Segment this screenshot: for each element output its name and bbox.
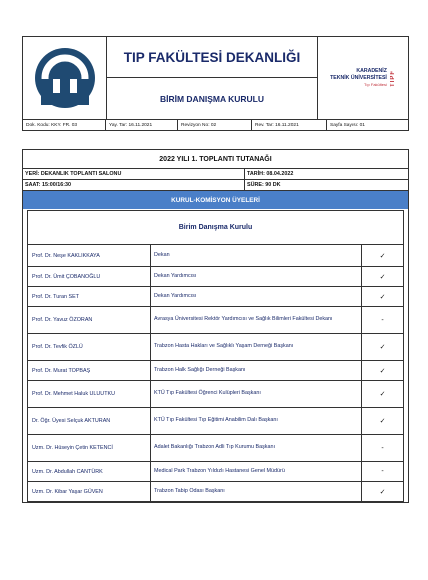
member-name: Prof. Dr. Neşe KAKLIKKAYA xyxy=(28,245,151,266)
member-row xyxy=(28,307,403,334)
university-faculty: Tıp Fakültesi xyxy=(363,82,387,88)
attendance-mark: - xyxy=(381,316,384,324)
member-row xyxy=(28,408,403,435)
member-row xyxy=(28,435,403,462)
attendance-mark: - xyxy=(381,444,384,452)
university-name-1: KARADENİZ xyxy=(356,68,387,75)
members-header: KURUL-KOMİSYON ÜYELERİ xyxy=(23,191,408,209)
member-role: Trabzon Hasta Hakları ve Sağlıklı Yaşam Derneği Başkanı xyxy=(151,334,362,360)
revision-no: Revizyon No: 02 xyxy=(178,120,252,130)
member-role: Trabzon Tabip Odası Başkanı xyxy=(151,482,362,501)
page-subtitle: BİRİM DANIŞMA KURULU xyxy=(159,93,265,104)
member-row xyxy=(28,381,403,408)
revision-date: Rev. Tar: 16.11.2021 xyxy=(252,120,327,130)
member-role: Dekan xyxy=(151,245,362,266)
meeting-title: 2022 YILI 1. TOPLANTI TUTANAĞI xyxy=(23,150,408,169)
member-name: Dr. Öğr. Üyesi Selçuk AKTURAN xyxy=(28,408,151,434)
attendance-mark: ✓ xyxy=(379,293,386,301)
meeting-location: YERİ: DEKANLIK TOPLANTI SALONU xyxy=(23,169,245,179)
university-logo xyxy=(318,37,408,119)
member-name: Prof. Dr. Murat TOPBAŞ xyxy=(28,361,151,380)
meeting-info-row-1 xyxy=(23,169,408,180)
attendance-mark: ✓ xyxy=(379,488,386,496)
member-row xyxy=(28,361,403,381)
doc-code: Dok. Kodu: KKY. FR. 03 xyxy=(23,120,106,130)
ktu-logo-icon xyxy=(33,46,97,110)
member-row xyxy=(28,334,403,361)
member-row xyxy=(28,482,403,502)
attendance-mark: ✓ xyxy=(379,273,386,281)
attendance-mark: ✓ xyxy=(379,367,386,375)
university-name-2: TEKNİK ÜNİVERSİTESİ xyxy=(330,75,387,82)
member-row xyxy=(28,267,403,287)
logo-cell xyxy=(23,37,107,119)
member-name: Prof. Dr. Ümit ÇOBANOĞLU xyxy=(28,267,151,286)
members-list xyxy=(28,245,403,502)
meeting-duration: SÜRE: 90 DK xyxy=(247,182,281,188)
meeting-time: SAAT: 15:00/16:30 xyxy=(23,180,245,190)
meeting-info-row-2 xyxy=(23,180,408,191)
member-name: Prof. Dr. Tevfik ÖZLÜ xyxy=(28,334,151,360)
member-role: Dekan Yardımcısı xyxy=(151,267,362,286)
attendance-mark: ✓ xyxy=(379,344,386,351)
pub-date: Yay. Tar: 16.11.2021 xyxy=(106,120,178,130)
member-name: Uzm. Dr. Kibar Yaşar GÜVEN xyxy=(28,482,151,501)
attendance-mark: - xyxy=(381,468,384,475)
member-role: Medical Park Trabzon Yıldızlı Hastanesi Genel Müdürü xyxy=(151,462,362,481)
committee-name: Birim Danışma Kurulu xyxy=(28,211,403,245)
member-row xyxy=(28,287,403,307)
member-role: Adalet Bakanlığı Trabzon Adli Tıp Kurumu Başkanı xyxy=(151,435,362,461)
member-role: KTÜ Tıp Fakültesi Öğrenci Kulüpleri Başkanı xyxy=(151,381,362,407)
member-row xyxy=(28,245,403,267)
attendance-mark: ✓ xyxy=(379,418,386,425)
minutes-table xyxy=(22,149,409,503)
member-name: Uzm. Dr. Abdullah CANTÜRK xyxy=(28,462,151,481)
meeting-date: TARİH: 08.04.2022 xyxy=(247,171,294,177)
member-name: Uzm. Dr. Hüseyin Çetin KETENCİ xyxy=(28,435,151,461)
attendance-mark: ✓ xyxy=(379,252,386,260)
member-role: Trabzon Halk Sağlığı Derneği Başkanı xyxy=(151,361,362,380)
member-role: KTÜ Tıp Fakültesi Tıp Eğitimi Anabilim Dalı Başkanı xyxy=(151,408,362,434)
document-header xyxy=(22,36,409,131)
member-role: Dekan Yardımcısı xyxy=(151,287,362,306)
page-title: TIP FAKÜLTESİ DEKANLIĞI xyxy=(107,37,317,78)
member-name: Prof. Dr. Mehmet Haluk ULUUTKU xyxy=(28,381,151,407)
attendance-mark: ✓ xyxy=(379,391,386,398)
university-mark: TIPF xyxy=(389,69,396,87)
page-count: Sayfa Sayısı: 01 xyxy=(330,122,365,128)
member-name: Prof. Dr. Yavuz ÖZORAN xyxy=(28,307,151,333)
member-row xyxy=(28,462,403,482)
members-table xyxy=(27,210,404,502)
member-role: Avrasya Üniversitesi Rektör Yardımcısı ve Sağlık Bilimleri Fakültesi Dekanı xyxy=(151,307,362,333)
member-name: Prof. Dr. Turan SET xyxy=(28,287,151,306)
